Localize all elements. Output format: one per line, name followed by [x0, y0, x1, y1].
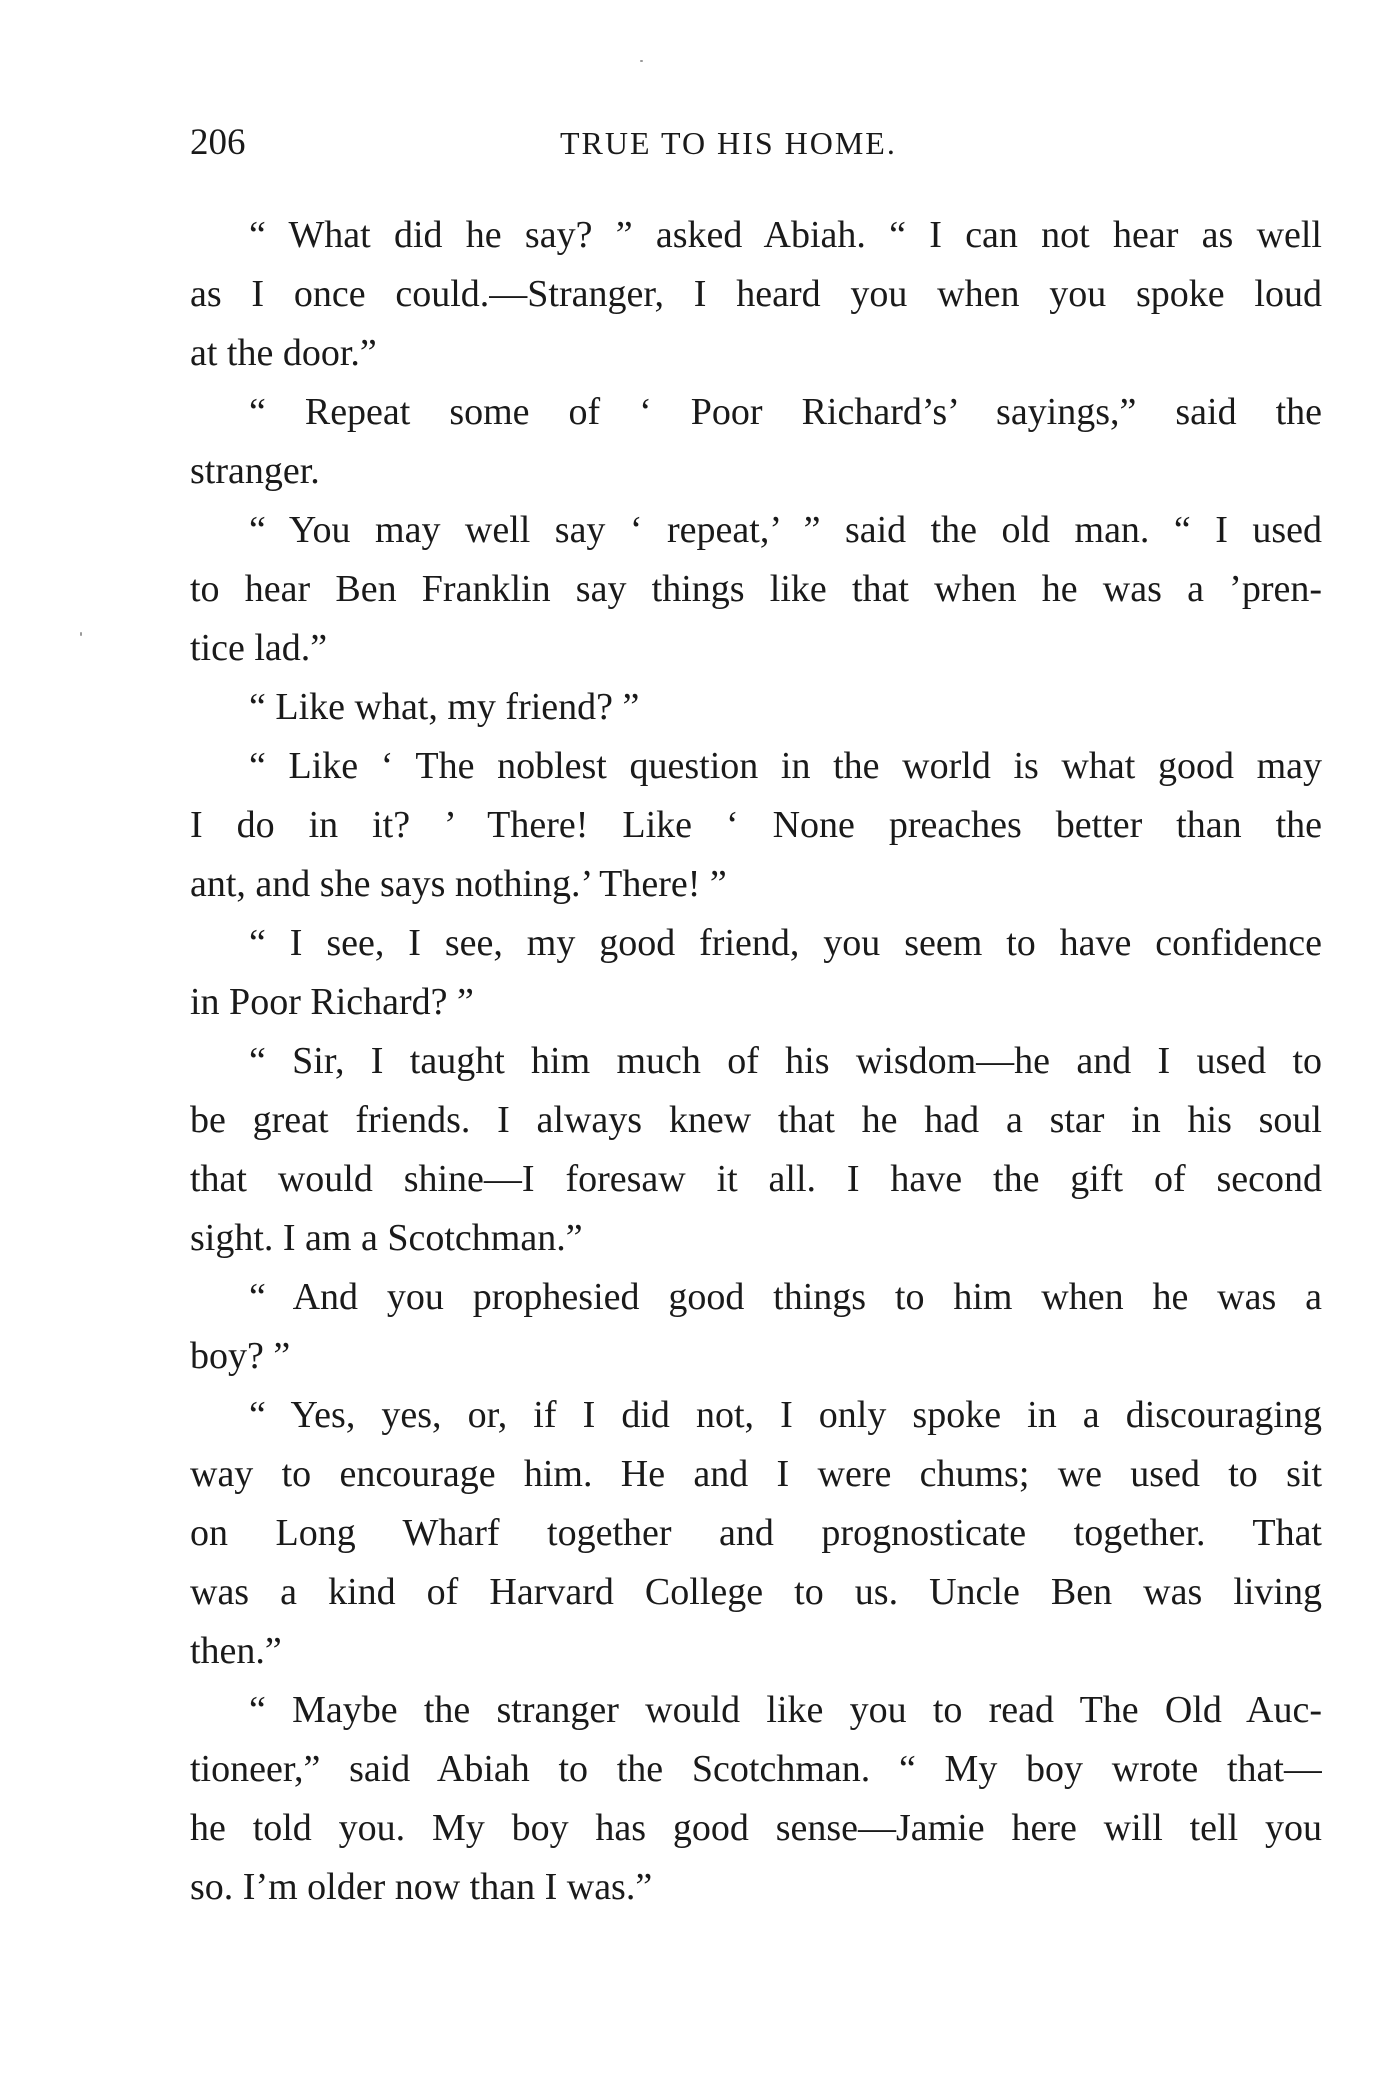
text-line: sight. I am a Scotchman.” [190, 1217, 583, 1259]
text-line: I do in it? ’ There! Like ‘ None preaches better than the [190, 804, 1322, 846]
text-line: at the door.” [190, 332, 377, 374]
text-line: then.” [190, 1630, 282, 1672]
text-line: as I once could.—Stranger, I heard you when you spoke loud [190, 273, 1322, 315]
text-line: stranger. [190, 450, 320, 492]
text-line: be great friends. I always knew that he had a star in his soul [190, 1099, 1322, 1141]
text-line: “ Yes, yes, or, if I did not, I only spoke in a discouraging [249, 1394, 1322, 1436]
page-number: 206 [190, 122, 246, 163]
text-line: tioneer,” said Abiah to the Scotchman. “ My boy wrote that— [190, 1748, 1322, 1790]
running-title: TRUE TO HIS HOME. [560, 125, 897, 161]
text-line: “ What did he say? ” asked Abiah. “ I can not hear as well [249, 214, 1322, 256]
text-line: “ Like ‘ The noblest question in the world is what good may [249, 745, 1322, 787]
text-line: “ And you prophesied good things to him when he was a [249, 1276, 1322, 1318]
text-line: “ Repeat some of ‘ Poor Richard’s’ sayings,” said the [249, 391, 1322, 433]
text-line: boy? ” [190, 1335, 291, 1377]
text-line: he told you. My boy has good sense—Jamie here will tell you [190, 1807, 1322, 1849]
text-line: “ Sir, I taught him much of his wisdom—he and I used to [249, 1040, 1322, 1082]
body-text [190, 206, 1322, 1917]
text-line: “ I see, I see, my good friend, you seem to have confidence [249, 922, 1322, 964]
text-line: that would shine—I foresaw it all. I have the gift of second [190, 1158, 1322, 1200]
print-speck [80, 632, 82, 636]
text-line: ant, and she says nothing.’ There! ” [190, 863, 727, 905]
page-header [190, 118, 1320, 168]
text-line: “ Maybe the stranger would like you to read The Old Auc- [249, 1689, 1322, 1731]
text-line: in Poor Richard? ” [190, 981, 474, 1023]
text-line: “ Like what, my friend? ” [249, 686, 640, 728]
text-line: tice lad.” [190, 627, 328, 669]
print-speck [640, 60, 643, 62]
text-line: “ You may well say ‘ repeat,’ ” said the old man. “ I used [249, 509, 1322, 551]
text-line: on Long Wharf together and prognosticate together. That [190, 1512, 1322, 1554]
text-line: so. I’m older now than I was.” [190, 1866, 653, 1908]
text-line: to hear Ben Franklin say things like that when he was a ’pren- [190, 568, 1322, 610]
text-line: was a kind of Harvard College to us. Uncle Ben was living [190, 1571, 1322, 1613]
text-line: way to encourage him. He and I were chums; we used to sit [190, 1453, 1322, 1495]
